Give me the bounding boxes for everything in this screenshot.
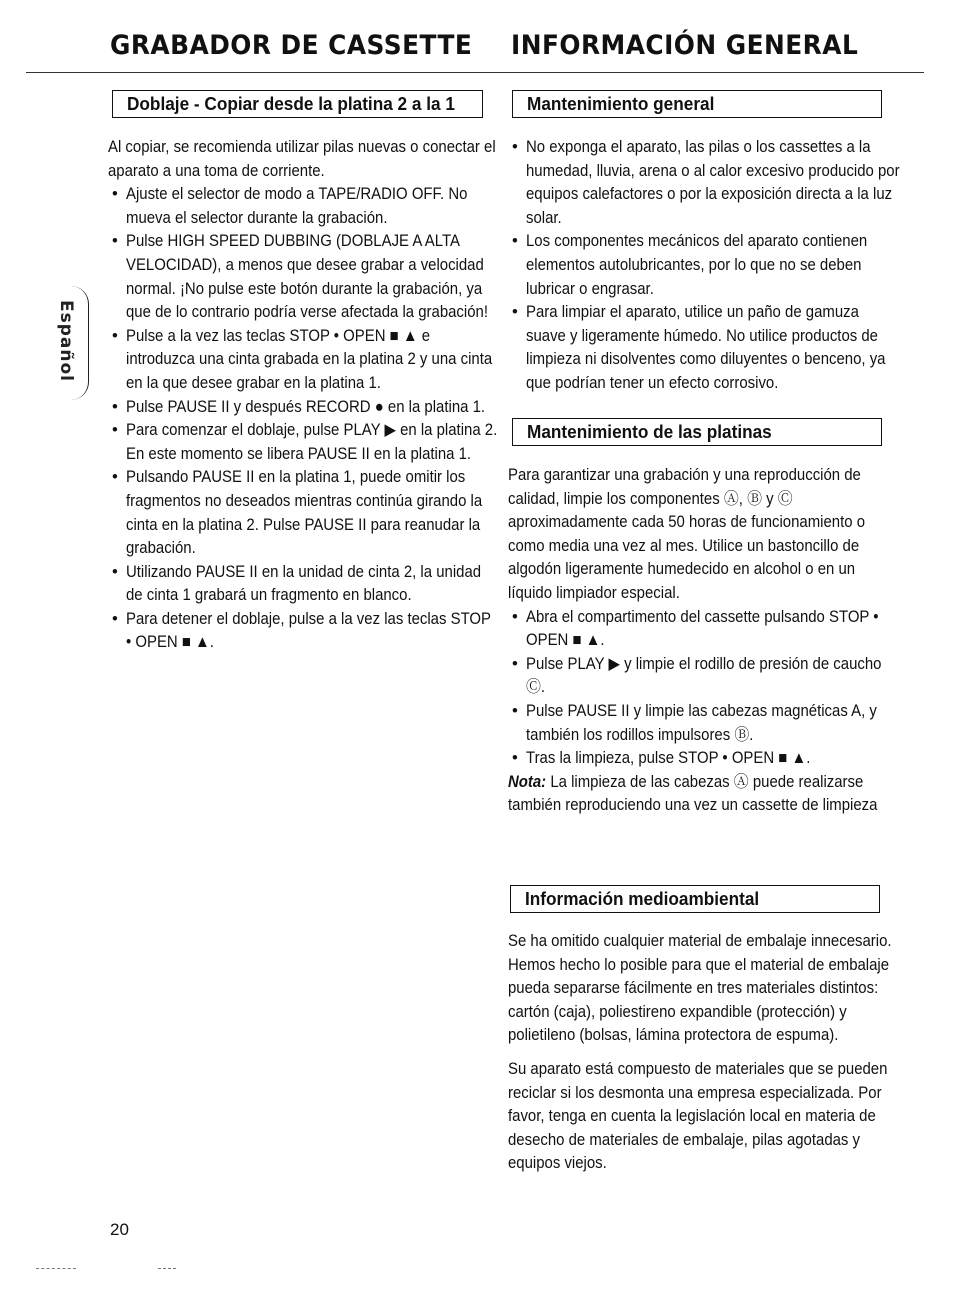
footer-mark [36, 1268, 76, 1269]
list-item: • Abra el compartimento del cassette pulsando STOP • OPEN ■ ▲. [508, 605, 900, 652]
list-item: • Utilizando PAUSE II en la unidad de cinta 2, la unidad de cinta 1 grabará un fragmento en blanco. [108, 560, 500, 607]
list-item: • Para detener el doblaje, pulse a la vez las teclas STOP • OPEN ■ ▲. [108, 607, 500, 654]
footer-mark [158, 1268, 176, 1269]
section-title-left: GRABADOR DE CASSETTE [110, 30, 473, 61]
dubbing-intro: Al copiar, se recomienda utilizar pilas nuevas o conectar el aparato a una toma de corriente. [108, 137, 496, 180]
decks-heading: Mantenimiento de las platinas [527, 421, 772, 442]
list-item: • Pulse PLAY ▶ y limpie el rodillo de presión de caucho Ⓒ. [508, 652, 900, 699]
dubbing-heading: Doblaje - Copiar desde la platina 2 a la 1 [127, 93, 455, 114]
note-text: La limpieza de las cabezas Ⓐ puede realizarse también reproduciendo una vez un cassette de limpieza [508, 771, 878, 815]
decks-heading-box [512, 418, 882, 446]
list-item: • Para comenzar el doblaje, pulse PLAY ▶ en la platina 2. En este momento se libera PAUSE II en la platina 1. [108, 418, 500, 465]
list-item: • Tras la limpieza, pulse STOP • OPEN ■ ▲. [508, 746, 900, 770]
list-item: • Ajuste el selector de modo a TAPE/RADIO OFF. No mueva el selector durante la grabación. [108, 182, 500, 229]
maintenance-column [508, 135, 900, 395]
dubbing-steps [108, 182, 500, 654]
environment-paragraph-2: Su aparato está compuesto de materiales que se pueden reciclar si los desmonta una empresa especializada. Por favor, tenga en cuenta la legislación local en materia de desecho de materiales de embalaje, pilas agotadas y equipos viejos. [508, 1058, 888, 1173]
list-item: • Pulse PAUSE II y limpie las cabezas magnéticas A, y también los rodillos impulsores Ⓑ. [508, 699, 900, 746]
maintenance-heading: Mantenimiento general [527, 93, 715, 114]
decks-column [508, 463, 900, 817]
list-item: • Pulse HIGH SPEED DUBBING (DOBLAJE A ALTA VELOCIDAD), a menos que desee grabar a velocidad normal. ¡No pulse este botón durante la grabación, ya que de lo contrario podría verse afectada la grabación! [108, 229, 500, 323]
environment-heading: Información medioambiental [525, 888, 760, 909]
header-rule [26, 72, 924, 73]
environment-column [508, 929, 900, 1175]
page-number: 20 [110, 1220, 129, 1239]
dubbing-heading-box [112, 90, 483, 118]
note-label: Nota: [508, 771, 547, 791]
maintenance-list [508, 135, 900, 395]
dubbing-column [108, 135, 500, 654]
list-item: • Los componentes mecánicos del aparato contienen elementos autolubricantes, por lo que no se deben lubricar o engrasar. [508, 229, 900, 300]
list-item: • Pulsando PAUSE II en la platina 1, puede omitir los fragmentos no deseados mientras continúa girando la cinta en la platina 2. Pulse PAUSE II para reanudar la grabación. [108, 465, 500, 559]
decks-intro: Para garantizar una grabación y una reproducción de calidad, limpie los componentes Ⓐ, Ⓑ y Ⓒ aproximadamente cada 50 horas de funcionamiento o como media una vez al mes. Utilice un bastoncillo de algodón ligeramente humedecido en alcohol o en un líquido limpiador especial. [508, 465, 866, 602]
environment-paragraph-1: Se ha omitido cualquier material de embalaje innecesario. Hemos hecho lo posible para que el material de embalaje pueda separarse fácilmente en tres materiales distintos: cartón (caja), poliestireno expandible (protección) y polietileno (bolsas, lámina protectora de espuma). [508, 931, 892, 1045]
list-item: • No exponga el aparato, las pilas o los cassettes a la humedad, lluvia, arena o al calor excesivo producido por equipos calefactores o por la exposición directa a la luz solar. [508, 135, 900, 229]
decks-steps [508, 605, 900, 770]
list-item: • Para limpiar el aparato, utilice un paño de gamuza suave y ligeramente húmedo. No utilice productos de limpieza ni disolventes como diluyentes o benceno, ya que podrían tener un efecto corrosivo. [508, 300, 900, 394]
list-item: • Pulse a la vez las teclas STOP • OPEN ■ ▲ e introduzca una cinta grabada en la platina 2 y una cinta en la que desee grabar en la platina 1. [108, 324, 500, 395]
language-label: Español [56, 300, 76, 382]
maintenance-heading-box [512, 90, 882, 118]
list-item: • Pulse PAUSE II y después RECORD ● en la platina 1. [108, 395, 500, 419]
section-title-right: INFORMACIÓN GENERAL [511, 30, 859, 61]
environment-heading-box [510, 885, 880, 913]
